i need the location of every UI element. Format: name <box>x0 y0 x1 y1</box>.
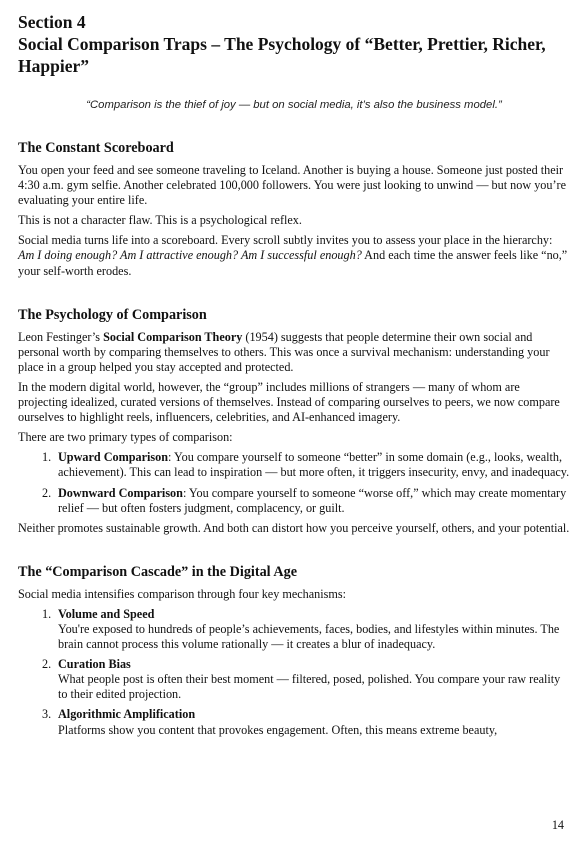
list-item-text: : You compare yourself to someone “worse off,” which may create momentary relief — but often fosters judgment, complacency, or guilt. <box>58 485 567 515</box>
paragraph: There are two primary types of comparison: <box>18 430 233 445</box>
paragraph <box>18 233 570 278</box>
page-title: Social Comparison Traps – The Psychology of “Better, Prettier, Richer, Happier” <box>18 34 546 76</box>
list-number: 2. <box>42 657 52 672</box>
list-number: 2. <box>42 485 52 500</box>
list-item <box>18 486 570 516</box>
paragraph: This is not a character flaw. This is a psychological reflex. <box>18 213 302 228</box>
list-item-lead: Downward Comparison <box>58 485 183 500</box>
paragraph <box>18 330 570 375</box>
list-item-text: Platforms show you content that provokes engagement. Often, this means extreme beauty, <box>58 722 498 737</box>
list-item <box>18 450 570 480</box>
list-number: 1. <box>42 450 52 465</box>
list-item-lead: Curation Bias <box>58 657 131 672</box>
paragraph-text: (1954) suggests that people determine their own social and personal worth by comparing themselves to others. This was once a survival mechanism: understanding your place in a group helped you stay accepted and protected. <box>18 329 550 374</box>
list-number: 1. <box>42 606 52 621</box>
paragraph-text: Leon Festinger’s <box>18 329 104 344</box>
paragraph: In the modern digital world, however, the “group” includes millions of strangers — many of whom are projecting idealized, curated versions of themselves. Instead of comparing ourselves to peers, we now compare ourselves to highlight reels, influencers, celebrities, and AI-enhanced imagery. <box>18 379 560 425</box>
list-item-lead: Volume and Speed <box>58 606 155 621</box>
heading-constant-scoreboard: The Constant Scoreboard <box>18 140 174 156</box>
comparison-types-list <box>18 450 570 515</box>
bold-term: Social Comparison Theory <box>103 329 243 344</box>
list-number: 3. <box>42 707 52 722</box>
list-item <box>18 657 570 702</box>
section-label: Section 4 <box>18 12 86 32</box>
paragraph-text: Social media turns life into a scoreboard. Every scroll subtly invites you to assess your place in the hierarchy: <box>18 233 553 248</box>
heading-comparison-cascade: The “Comparison Cascade” in the Digital Age <box>18 563 298 580</box>
paragraph-text: And each time the answer feels like “no,” your self-worth erodes. <box>18 248 568 278</box>
list-item-text: What people post is often their best moment — filtered, posed, polished. You compare your raw reality to their edited projection. <box>58 672 561 702</box>
page-number: 14 <box>551 818 564 832</box>
italic-questions: Am I doing enough? Am I attractive enough? Am I successful enough? <box>18 248 362 263</box>
list-item <box>18 707 570 737</box>
paragraph: You open your feed and see someone traveling to Iceland. Another is buying a house. Someone just posted their 4:30 a.m. gym selfie. Another celebrated 100,000 followers. You were just looking to unwind — but now you’re evaluating your entire life. <box>18 163 567 208</box>
list-item-lead: Algorithmic Amplification <box>58 707 196 722</box>
document-page <box>18 12 570 743</box>
heading-psychology-of-comparison: The Psychology of Comparison <box>18 306 207 323</box>
epigraph-quote: “Comparison is the thief of joy — but on social media, it’s also the business model.” <box>86 99 502 111</box>
list-item-text: You're exposed to hundreds of people’s achievements, faces, bodies, and lifestyles within minutes. The brain cannot process this volume rationally — it creates a blur of inadequacy. <box>58 621 560 652</box>
list-item <box>18 607 570 652</box>
mechanisms-list <box>18 607 570 738</box>
list-item-text: : You compare yourself to someone “better” in some domain (e.g., looks, wealth, achievement). This can lead to inspiration — but more often, it triggers insecurity, envy, and inadequacy. <box>58 450 570 480</box>
paragraph: Social media intensifies comparison through four key mechanisms: <box>18 586 346 601</box>
list-item-lead: Upward Comparison <box>58 450 169 465</box>
paragraph: Neither promotes sustainable growth. And both can distort how you perceive yourself, others, and your potential. <box>18 520 570 535</box>
